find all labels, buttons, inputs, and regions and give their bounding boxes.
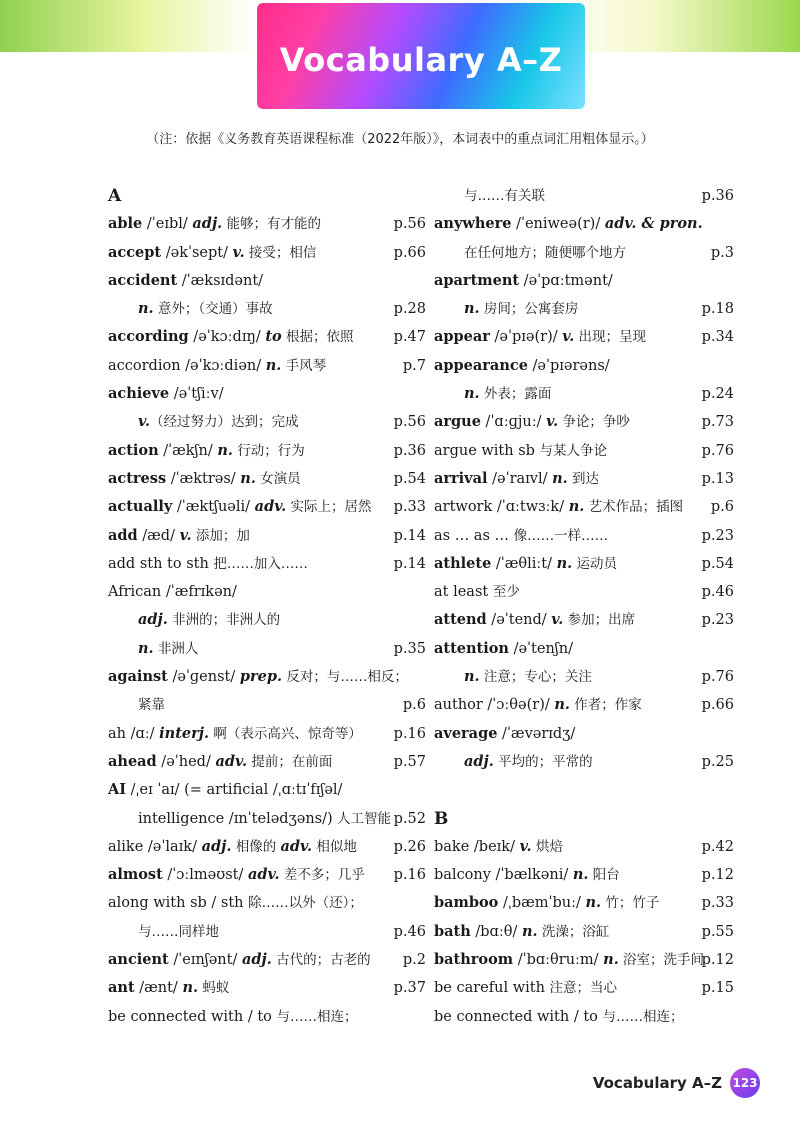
definition: 除……以外（还）； bbox=[248, 895, 363, 912]
definition: 差不多；几乎 bbox=[279, 867, 365, 884]
definition: 与……同样地 bbox=[138, 923, 219, 940]
definition: 到达 bbox=[567, 470, 600, 487]
page-ref: p.76 bbox=[701, 442, 734, 459]
phonetic: /ˈæksɪdənt/ bbox=[177, 272, 264, 289]
vocab-entry bbox=[434, 182, 734, 210]
vocab-entry bbox=[434, 861, 734, 889]
page-ref: p.28 bbox=[393, 301, 426, 318]
page-ref: p.25 bbox=[701, 753, 734, 770]
phonetic: /əkˈsept/ bbox=[161, 244, 233, 261]
headword-plain: as … as … bbox=[434, 527, 509, 544]
phonetic: /ænt/ bbox=[134, 980, 183, 997]
page-ref: p.54 bbox=[393, 470, 426, 487]
definition: 手风琴 bbox=[281, 357, 327, 374]
headword: ancient bbox=[108, 951, 169, 969]
vocab-entry bbox=[434, 267, 734, 295]
part-of-speech: n. bbox=[552, 469, 568, 487]
phonetic: /ˈbɑːθruːm/ bbox=[513, 952, 604, 969]
part-of-speech: n. bbox=[554, 696, 570, 714]
page-ref: p.33 bbox=[393, 499, 426, 516]
headword: bamboo bbox=[434, 894, 499, 912]
vocab-entry bbox=[108, 550, 426, 578]
vocab-column-right bbox=[434, 182, 734, 1031]
page-ref: p.16 bbox=[393, 725, 426, 742]
page-ref: p.23 bbox=[701, 612, 734, 629]
page-ref: p.56 bbox=[393, 414, 426, 431]
headword-plain: artwork bbox=[434, 499, 493, 516]
part-of-speech: interj. bbox=[159, 724, 210, 742]
phonetic: /ˈɑːtwɜːk/ bbox=[492, 499, 569, 516]
headword-plain: bake bbox=[434, 838, 470, 855]
vocab-entry bbox=[434, 239, 734, 267]
vocab-entry bbox=[434, 380, 734, 408]
part-of-speech: adj. bbox=[201, 837, 232, 855]
page-ref: p.16 bbox=[393, 867, 426, 884]
phonetic: /ˈbælkəni/ bbox=[490, 867, 573, 884]
page-ref: p.55 bbox=[701, 923, 734, 940]
page-footer bbox=[593, 1068, 760, 1098]
phonetic: /ˈeɪbl/ bbox=[142, 216, 193, 233]
vocab-entry bbox=[434, 606, 734, 634]
part-of-speech: adj. bbox=[464, 752, 494, 770]
definition: 相像的 bbox=[231, 838, 281, 855]
part-of-speech: adj. bbox=[241, 951, 272, 969]
page-ref: p.52 bbox=[393, 810, 426, 827]
vocab-entry bbox=[434, 691, 734, 719]
vocab-entry bbox=[434, 522, 734, 550]
part-of-speech: v. bbox=[519, 837, 532, 855]
page-ref: p.47 bbox=[393, 329, 426, 346]
vocab-entry bbox=[434, 1003, 734, 1031]
page-ref: p.7 bbox=[402, 357, 426, 374]
vocab-entry bbox=[434, 720, 734, 748]
part-of-speech: n. bbox=[265, 356, 282, 374]
definition: 作者；作家 bbox=[569, 697, 642, 714]
definition: 反对；与……相反； bbox=[282, 669, 408, 686]
vocab-entry bbox=[434, 748, 734, 776]
definition: 把……加入…… bbox=[213, 555, 308, 572]
headword: add bbox=[108, 526, 138, 544]
headword: action bbox=[108, 441, 159, 459]
letter-heading-text: B bbox=[434, 808, 449, 829]
vocab-entry bbox=[108, 748, 426, 776]
definition: 提前；在前面 bbox=[247, 753, 333, 770]
page-ref: p.14 bbox=[393, 527, 426, 544]
definition: 像……一样…… bbox=[513, 527, 609, 544]
headword: argue bbox=[434, 413, 481, 431]
vocab-entry bbox=[108, 974, 426, 1002]
headword-plain: be connected with / to bbox=[108, 1008, 272, 1025]
definition: 古代的；古老的 bbox=[271, 952, 371, 969]
page-ref: p.6 bbox=[402, 697, 426, 714]
headword: athlete bbox=[434, 554, 492, 572]
vocab-entry bbox=[108, 323, 426, 351]
letter-heading-text: A bbox=[108, 186, 122, 206]
page-ref: p.12 bbox=[701, 867, 734, 884]
phonetic: /əˈpɑːtmənt/ bbox=[519, 272, 613, 289]
letter-heading bbox=[108, 182, 426, 210]
page-ref: p.57 bbox=[393, 753, 426, 770]
phonetic: /ɑː/ bbox=[125, 725, 160, 742]
phonetic: /əˈraɪvl/ bbox=[487, 470, 553, 487]
headword-plain: alike bbox=[108, 838, 144, 855]
headword: able bbox=[108, 215, 143, 233]
spacer bbox=[434, 776, 734, 804]
vocab-entry bbox=[434, 974, 734, 1002]
vocab-entry bbox=[108, 946, 426, 974]
vocab-entry bbox=[434, 918, 734, 946]
vocab-entry bbox=[108, 437, 426, 465]
vocab-entry bbox=[434, 295, 734, 323]
part-of-speech: n. bbox=[240, 469, 256, 487]
definition: 注意；当心 bbox=[549, 980, 618, 997]
page-ref: p.42 bbox=[701, 838, 734, 855]
part-of-speech: n. bbox=[585, 894, 602, 912]
phonetic: /ˌeɪ ˈaɪ/ (= artificial /ˌɑːtɪˈfɪʃəl/ bbox=[126, 782, 343, 799]
page-ref: p.24 bbox=[701, 386, 734, 403]
page-ref: p.33 bbox=[701, 895, 734, 912]
vocab-entry bbox=[434, 465, 734, 493]
page-ref: p.46 bbox=[701, 584, 734, 601]
part-of-speech: n. bbox=[217, 441, 233, 459]
headword-plain: along with sb / sth bbox=[108, 895, 244, 912]
definition: 人工智能 bbox=[332, 810, 391, 827]
phonetic: /əˈtʃiːv/ bbox=[169, 386, 224, 403]
page-ref: p.54 bbox=[701, 555, 734, 572]
headword: accept bbox=[108, 243, 162, 261]
vocab-entry bbox=[108, 522, 426, 550]
vocab-entry bbox=[108, 889, 426, 917]
page-ref: p.15 bbox=[701, 980, 734, 997]
headword-plain: be careful with bbox=[434, 980, 545, 997]
part-of-speech: n. bbox=[572, 866, 589, 884]
definition: 添加；加 bbox=[191, 527, 250, 544]
part-of-speech: adv. bbox=[280, 837, 313, 855]
letter-heading bbox=[434, 805, 734, 833]
definition: 争论；争吵 bbox=[558, 414, 630, 431]
part-of-speech: n. bbox=[603, 951, 619, 969]
definition: 艺术作品；插图 bbox=[584, 499, 684, 516]
vocab-entry bbox=[108, 578, 426, 606]
definition: 阳台 bbox=[588, 867, 620, 884]
part-of-speech: v. bbox=[179, 526, 192, 544]
headword-plain: balcony bbox=[434, 867, 491, 884]
part-of-speech: n. bbox=[182, 979, 199, 997]
page-ref: p.35 bbox=[393, 640, 426, 657]
phonetic: /ˈeɪnʃənt/ bbox=[168, 952, 242, 969]
headword-plain: accordion bbox=[108, 357, 181, 374]
page-ref: p.12 bbox=[701, 952, 734, 969]
vocab-entry bbox=[434, 578, 734, 606]
phonetic: /beɪk/ bbox=[469, 838, 520, 855]
definition: 烘焙 bbox=[531, 838, 563, 855]
part-of-speech: adv. & pron. bbox=[604, 215, 703, 233]
vocab-entry bbox=[108, 380, 426, 408]
definition: 与……有关联 bbox=[464, 188, 545, 204]
vocab-entry bbox=[108, 239, 426, 267]
headword: attention bbox=[434, 639, 509, 657]
page-ref: p.66 bbox=[393, 244, 426, 261]
part-of-speech: adv. bbox=[248, 866, 280, 884]
phonetic: /ˈæktʃuəli/ bbox=[172, 499, 255, 516]
vocab-entry bbox=[108, 1003, 426, 1031]
part-of-speech: v. bbox=[546, 413, 559, 431]
headword: actually bbox=[108, 498, 173, 516]
page-ref: p.46 bbox=[393, 923, 426, 940]
definition: 平均的；平常的 bbox=[493, 753, 593, 770]
headword: actress bbox=[108, 469, 167, 487]
phonetic: /æd/ bbox=[137, 527, 180, 544]
vocab-entry bbox=[434, 946, 734, 974]
definition: 接受；相信 bbox=[244, 244, 317, 261]
page-ref: p.6 bbox=[710, 499, 734, 516]
vocab-entry bbox=[434, 210, 734, 238]
part-of-speech: n. bbox=[568, 498, 585, 516]
vocab-entry bbox=[108, 663, 426, 691]
headword-plain: be connected with / to bbox=[434, 1008, 598, 1025]
headword: appearance bbox=[434, 356, 528, 374]
phonetic: /bɑːθ/ bbox=[470, 923, 522, 940]
vocab-entry bbox=[108, 295, 426, 323]
part-of-speech: v. bbox=[232, 243, 245, 261]
vocab-entry bbox=[108, 352, 426, 380]
headword: bath bbox=[434, 922, 471, 940]
vocab-column-left bbox=[108, 182, 426, 1031]
definition: 相似地 bbox=[312, 838, 357, 855]
phonetic: /əˈɡenst/ bbox=[167, 669, 240, 686]
headword-plain: intelligence bbox=[138, 810, 225, 827]
page-ref: p.73 bbox=[701, 414, 734, 431]
vocab-entry bbox=[108, 267, 426, 295]
part-of-speech: adv. bbox=[215, 752, 248, 770]
headword-plain: African bbox=[108, 584, 162, 601]
vocab-entry bbox=[434, 493, 734, 521]
footer-label: Vocabulary A–Z bbox=[592, 1074, 722, 1092]
definition: 紧靠 bbox=[138, 697, 165, 714]
headword: against bbox=[108, 668, 168, 686]
definition: 行动；行为 bbox=[232, 442, 305, 459]
headword: anywhere bbox=[434, 215, 512, 233]
page-ref: p.66 bbox=[701, 697, 734, 714]
page-ref: p.18 bbox=[701, 301, 734, 318]
phonetic: /əˈlaɪk/ bbox=[143, 838, 202, 855]
phonetic: /ˈɔːθə(r)/ bbox=[482, 697, 555, 714]
page-ref: p.2 bbox=[402, 952, 426, 969]
phonetic: /ˌbæmˈbuː/ bbox=[498, 895, 586, 912]
definition: 女演员 bbox=[255, 470, 301, 487]
definition: 在任何地方；随便哪个地方 bbox=[464, 244, 626, 261]
definition: 房间；公寓套房 bbox=[479, 301, 579, 318]
definition: 浴室；洗手间 bbox=[618, 952, 705, 969]
headword: attend bbox=[434, 611, 487, 629]
definition: 参加；出席 bbox=[563, 612, 636, 629]
page-ref: p.34 bbox=[701, 329, 734, 346]
vocab-entry bbox=[434, 437, 734, 465]
page-ref: p.23 bbox=[701, 527, 734, 544]
part-of-speech: n. bbox=[464, 385, 480, 403]
headword: average bbox=[434, 724, 498, 742]
part-of-speech: n. bbox=[464, 668, 480, 686]
page-ref: p.13 bbox=[701, 470, 734, 487]
part-of-speech: adv. bbox=[254, 498, 287, 516]
page-ref: p.3 bbox=[710, 244, 734, 261]
part-of-speech: prep. bbox=[239, 668, 283, 686]
vocab-entry bbox=[108, 691, 426, 719]
definition: 与……相连； bbox=[602, 1008, 684, 1025]
headword: ahead bbox=[108, 752, 157, 770]
phonetic: /əˈtend/ bbox=[486, 612, 552, 629]
vocab-entry bbox=[108, 606, 426, 634]
definition: 洗澡；浴缸 bbox=[537, 923, 610, 940]
vocab-entry bbox=[108, 465, 426, 493]
headword: bathroom bbox=[434, 951, 514, 969]
phonetic: /ɪnˈtelədʒəns/) bbox=[224, 810, 333, 827]
page-ref: p.56 bbox=[393, 216, 426, 233]
headword-plain: argue with sb bbox=[434, 442, 535, 459]
part-of-speech: n. bbox=[556, 554, 573, 572]
part-of-speech: to bbox=[265, 328, 282, 346]
vocab-entry bbox=[108, 408, 426, 436]
headword: almost bbox=[108, 866, 163, 884]
phonetic: /əˈhed/ bbox=[156, 753, 216, 770]
page-ref: p.37 bbox=[393, 980, 426, 997]
phonetic: /əˈpɪə(r)/ bbox=[489, 329, 563, 346]
vocab-entry bbox=[108, 861, 426, 889]
headword: according bbox=[108, 328, 189, 346]
part-of-speech: adj. bbox=[138, 611, 168, 629]
phonetic: /əˈkɔːdiən/ bbox=[180, 357, 266, 374]
part-of-speech: v. bbox=[562, 328, 575, 346]
vocab-entry bbox=[434, 323, 734, 351]
page-title: Vocabulary A–Z bbox=[279, 41, 563, 79]
headword: accident bbox=[108, 271, 178, 289]
headword-plain: at least bbox=[434, 584, 489, 601]
headword: ant bbox=[108, 979, 135, 997]
vocab-entry bbox=[108, 210, 426, 238]
headword: AI bbox=[108, 781, 127, 799]
part-of-speech: v. bbox=[551, 611, 564, 629]
page-ref: p.26 bbox=[393, 838, 426, 855]
vocab-entry bbox=[434, 635, 734, 663]
part-of-speech: n. bbox=[138, 639, 154, 657]
vocab-entry bbox=[108, 805, 426, 833]
definition: 至少 bbox=[492, 584, 520, 601]
definition: 非洲人 bbox=[153, 640, 199, 657]
definition: 外表；露面 bbox=[479, 386, 552, 403]
headword: appear bbox=[434, 328, 490, 346]
definition: 注意；专心；关注 bbox=[479, 669, 592, 686]
part-of-speech: n. bbox=[464, 300, 480, 318]
vocab-entry bbox=[434, 550, 734, 578]
title-banner bbox=[257, 3, 585, 109]
vocab-entry bbox=[434, 833, 734, 861]
phonetic: /ˈækʃn/ bbox=[158, 442, 218, 459]
definition: 啊（表示高兴、惊奇等） bbox=[209, 725, 362, 742]
part-of-speech: adj. bbox=[192, 215, 223, 233]
headword-plain: add sth to sth bbox=[108, 555, 209, 572]
phonetic: /ˈɔːlməʊst/ bbox=[162, 867, 248, 884]
vocab-entry bbox=[108, 635, 426, 663]
vocab-entry bbox=[434, 663, 734, 691]
page-ref: p.14 bbox=[393, 555, 426, 572]
definition: 与某人争论 bbox=[539, 442, 608, 459]
page-ref: p.36 bbox=[393, 442, 426, 459]
definition: 实际上；居然 bbox=[286, 499, 372, 516]
definition: 竹；竹子 bbox=[601, 895, 660, 912]
page-number-badge: 123 bbox=[730, 1068, 760, 1098]
phonetic: /ˈɑːɡjuː/ bbox=[480, 414, 547, 431]
part-of-speech: v. bbox=[138, 413, 151, 431]
phonetic: /ˈæfrɪkən/ bbox=[161, 584, 237, 601]
vocab-entry bbox=[108, 720, 426, 748]
page-ref: p.76 bbox=[701, 669, 734, 686]
vocab-entry bbox=[108, 918, 426, 946]
headword: achieve bbox=[108, 385, 170, 403]
headword: arrival bbox=[434, 469, 488, 487]
vocab-entry bbox=[434, 352, 734, 380]
phonetic: /ˈæθliːt/ bbox=[491, 555, 557, 572]
phonetic: /ˈævərɪdʒ/ bbox=[497, 725, 576, 742]
headword: apartment bbox=[434, 271, 520, 289]
definition: 能够；有才能的 bbox=[222, 216, 322, 233]
vocab-entry bbox=[108, 493, 426, 521]
headword-plain: author bbox=[434, 697, 483, 714]
note-text: （注：依据《义务教育英语课程标准（2022年版）》，本词表中的重点词汇用粗体显示。） bbox=[146, 132, 654, 147]
phonetic: /ˈæktrəs/ bbox=[166, 470, 241, 487]
definition: 非洲的；非洲人的 bbox=[167, 612, 281, 629]
phonetic: /ˈeniweə(r)/ bbox=[511, 216, 605, 233]
headword-plain: ah bbox=[108, 725, 126, 742]
definition: （经过努力）达到；完成 bbox=[150, 414, 299, 431]
phonetic: /əˈkɔːdɪŋ/ bbox=[188, 329, 266, 346]
definition: 出现；呈现 bbox=[574, 329, 647, 346]
vocab-entry bbox=[108, 833, 426, 861]
part-of-speech: n. bbox=[138, 300, 154, 318]
part-of-speech: n. bbox=[521, 922, 538, 940]
vocab-entry bbox=[434, 889, 734, 917]
vocab-entry bbox=[434, 408, 734, 436]
definition: 运动员 bbox=[572, 555, 618, 572]
definition: 根据；依照 bbox=[281, 329, 354, 346]
definition: 意外；（交通）事故 bbox=[153, 301, 273, 318]
phonetic: /əˈtenʃn/ bbox=[508, 640, 573, 657]
page-ref: p.36 bbox=[701, 188, 734, 204]
definition: 蚂蚁 bbox=[198, 980, 230, 997]
vocab-entry bbox=[108, 776, 426, 804]
definition: 与……相连； bbox=[276, 1008, 358, 1025]
phonetic: /əˈpɪərəns/ bbox=[527, 357, 610, 374]
